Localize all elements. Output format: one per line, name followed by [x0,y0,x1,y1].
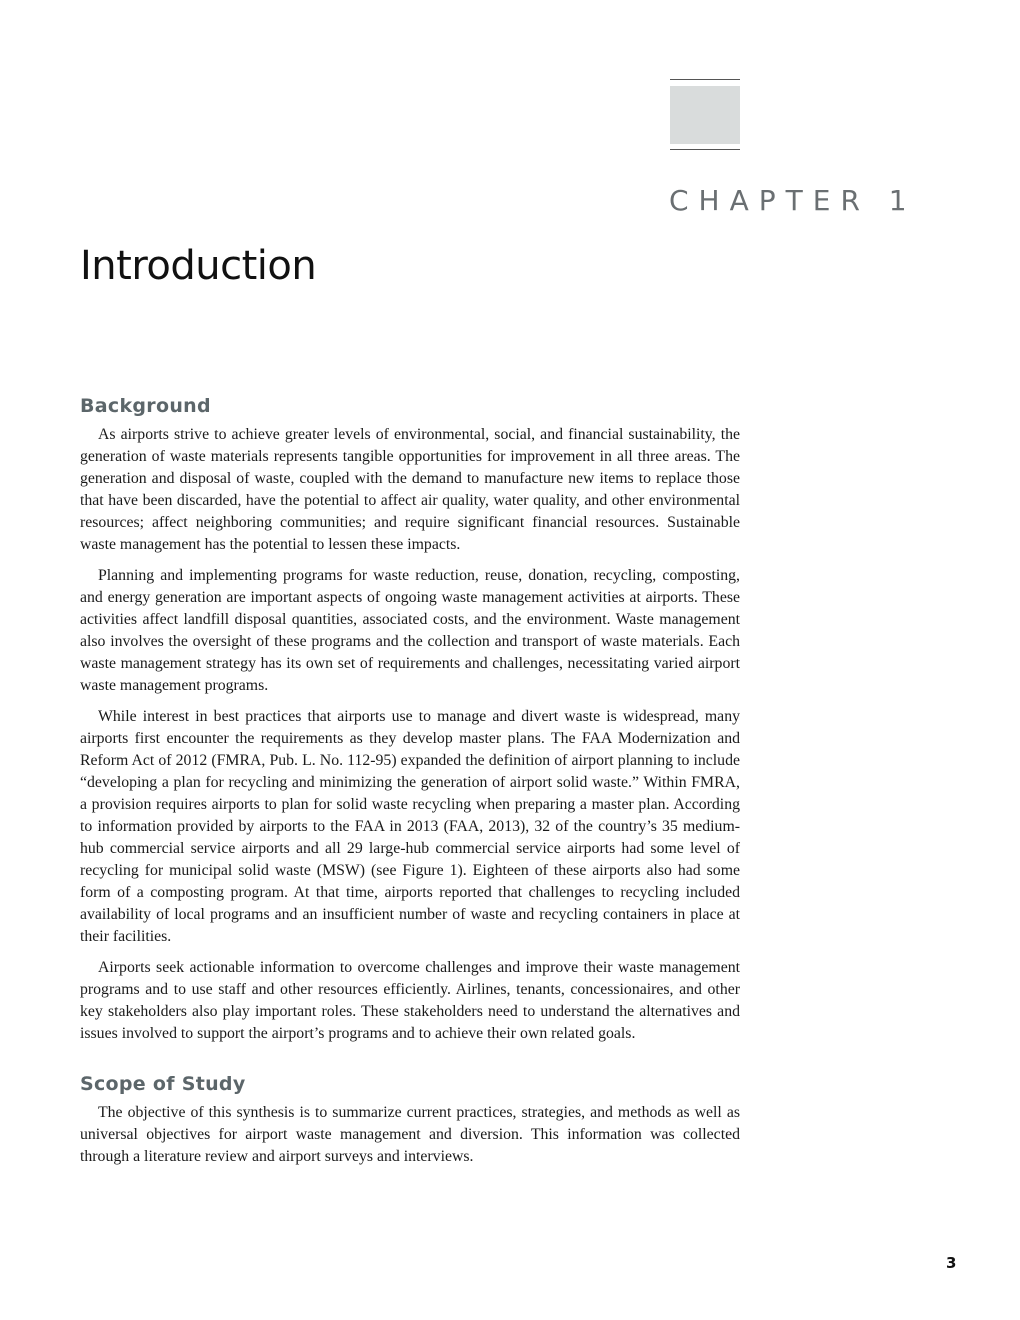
paragraph: Planning and implementing programs for waste reduction, reuse, donation, recycling, composting, and energy generation are important aspects of ongoing waste management activities at airports. These activities affect landfill disposal quantities, associated costs, and the environment. Waste management also involves the oversight of these programs and the collection and transport of waste materials. Each waste management strategy has its own set of requirements and challenges, necessitating varied airport waste management programs. [80,567,740,694]
chapter-box-top-rule [670,79,740,80]
paragraph: While interest in best practices that airports use to manage and divert waste is widespread, many airports first encounter the requirements as they develop master plans. The FAA Modernization and Reform Act of 2012 (FMRA, Pub. L. No. 112-95) expanded the definition of airport planning to include “developing a plan for recycling and minimizing the generation of airport solid waste.” Within FMRA, a provision requires airports to plan for solid waste recycling when preparing a master plan. According to information provided by airports to the FAA in 2013 (FAA, 2013), 32 of the country’s 35 medium-hub commercial service airports and all 29 large-hub commercial service airports had some level of recycling for municipal solid waste (MSW) (see Figure 1). Eighteen of these airports also had some form of a composting program. At that time, airports reported that challenges to recycling included availability of local programs and an insufficient number of waste and recycling containers in place at their facilities. [80,708,740,945]
paragraph: Airports seek actionable information to overcome challenges and improve their waste management programs and to use staff and other resources efficiently. Airlines, tenants, concessionaires, and other key stakeholders also play important roles. These stakeholders need to understand the alternatives and issues involved to support the airport’s programs and to achieve their own related goals. [80,959,740,1042]
paragraph: As airports strive to achieve greater levels of environmental, social, and financial sustainability, the generation of waste materials represents tangible opportunities for improvement in all three areas. The generation and disposal of waste, coupled with the demand to manufacture new items to replace those that have been discarded, have the potential to affect air quality, water quality, and other environmental resources; affect neighboring communities; and require significant financial resources. Sustainable waste management has the potential to lessen these impacts. [80,426,740,553]
page-title: Introduction [80,243,317,289]
chapter-box-bottom-rule [670,149,740,150]
body-content [80,395,740,1177]
page-number: 3 [946,1254,957,1272]
section-background [80,395,740,1045]
chapter-decoration-box [670,86,740,144]
section-heading: Background [80,395,211,417]
section-scope-of-study [80,1073,740,1168]
chapter-label: CHAPTER 1 [669,184,917,217]
paragraph: The objective of this synthesis is to summarize current practices, strategies, and methods as well as universal objectives for airport waste management and diversion. This information was collected through a literature review and airport surveys and interviews. [80,1104,740,1165]
section-heading: Scope of Study [80,1073,246,1095]
